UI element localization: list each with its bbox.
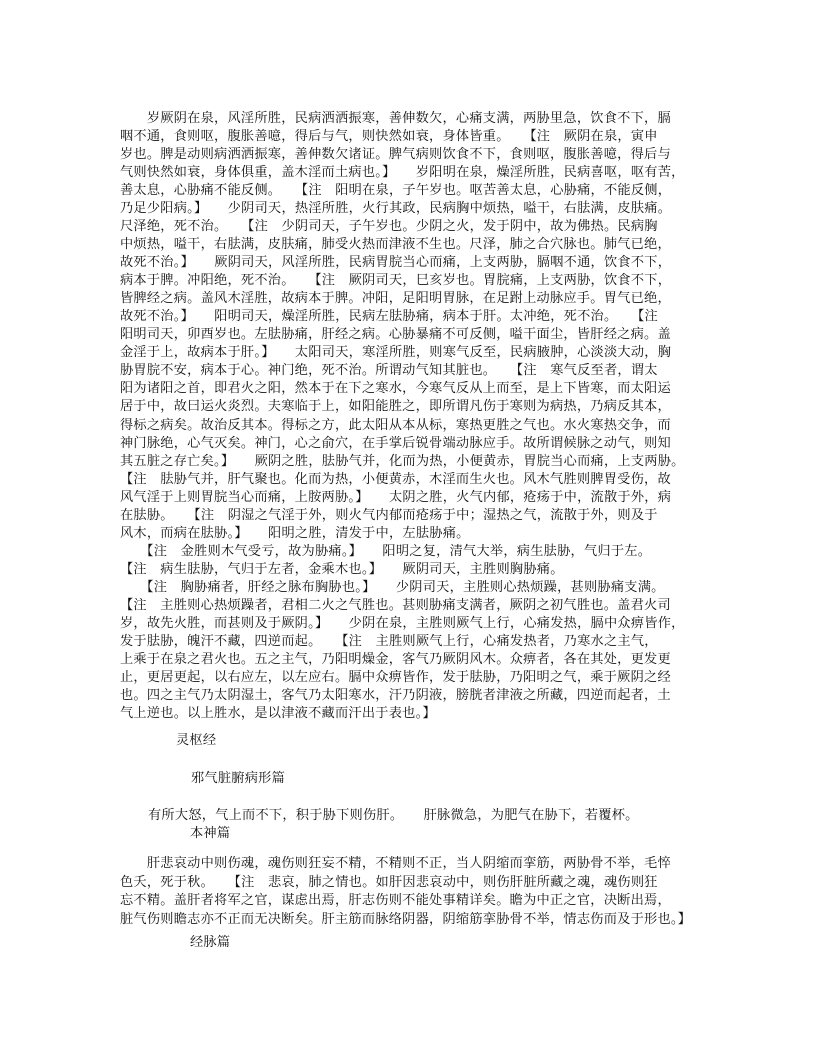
text-line: 上乘于在泉之君火也。五之主气，乃阳明燥金，客气乃厥阴风木。众痹者，各在其处，更发更 [120,651,671,667]
text-line: 肝悲哀动中则伤魂，魂伤则狂妄不精，不精则不正，当人阴缩而挛筋，两胁骨不举，毛悴 [120,856,671,871]
section-heading: 本神篇 [190,826,231,841]
text-line: 阳明司天，卯酉岁也。左胠胁痛，肝经之病。心胁暴痛不可反侧，嗌干面尘，皆肝经之病。盖 [120,327,671,343]
text-line: 风木，而病在胠胁。】 阳明之胜，清发于中，左胠胁痛。 [120,525,470,541]
text-line: 【注 胸胁痛者，肝经之脉布胸胁也。】 少阴司天，主胜则心热烦躁，甚则胁痛支满。 [120,579,665,595]
text-line: 岁也。脾是动则病洒洒振寒，善伸数欠诸证。脾气病则饮食不下，食则呕，腹胀善噫，得后与 [120,147,671,163]
text-line: 金淫于上，故病本于肝。】 太阳司天，寒淫所胜，则寒气反至，民病腋肿，心淡淡大动，胸 [120,345,672,361]
text-line: 尺泽绝，死不治。 【注 少阴司天，子午岁也。少阴之火，发于阴中，故为佛热。民病胸 [120,219,658,235]
text-line: 中烦热，嗌干，右胠满，皮肤痛，肺受火热而津液不生也。尺泽，肺之合穴脉也。肺气已绝， [120,237,671,253]
text-line: 气则快然如衰，身体俱重，盖木淫而土病也。】 岁阳明在泉，燥淫所胜，民病喜呕，呕有苦， [120,165,685,181]
text-line: 止，更居更起，以右应左，以左应右。膈中众痹皆作，发于胠胁，乃阳明之气，乘于厥阴之经 [120,669,671,685]
section-heading: 经脉篇 [190,935,231,950]
text-line: 【注 金胜则木气受亏，故为胁痛。】 阳明之复，清气大举，病生胠胁，气归于左。 [120,543,652,559]
text-line: 善太息，心胁痛不能反侧。 【注 阳明在泉，子午岁也。呕苦善太息，心胁痛，不能反侧， [120,183,672,199]
text-line: 神门脉绝，心气灭矣。神门，心之俞穴，在手掌后锐骨端动脉应手。故所谓候脉之动气，则知 [120,435,671,451]
text-line: 色夭，死于秋。 【注 悲哀，肺之情也。如肝因悲哀动中，则伤肝脏所藏之魂，魂伤则狂 [120,874,658,890]
section-heading: 有所大怒，气上而不下，积于胁下则伤肝。 肝脉微急，为肥气在胁下，若覆杯。 [148,808,639,823]
section-heading: 邪气脏腑病形篇 [191,771,286,786]
text-line: 病本于脾。冲阳绝，死不治。 【注 厥阴司天，巳亥岁也。胃脘痛，上支两胁，饮食不下， [120,273,672,289]
text-line: 故死不治。】 厥阴司天，风淫所胜，民病胃脘当心而痛，上支两胁，膈咽不通，饮食不下， [120,255,672,271]
text-line: 也。四之主气乃太阴湿土，客气乃太阳寒水，汗乃阴液，膀胱者津液之所藏，四逆而起者，土 [120,687,671,703]
text-line: 脏气伤则瞻志亦不正而无决断矣。肝主筋而脉络阴器，阴缩筋挛胁骨不举，情志伤而及于形也。】 [120,911,692,927]
text-line: 故死不治。】 阳明司天，燥淫所胜，民病左胠胁痛，病本于肝。太冲绝，死不治。 【注 [120,309,658,325]
text-line: 【注 主胜则心热烦躁者，君相二火之气胜也。甚则胁痛支满者，厥阴之初气胜也。盖君火司 [120,597,671,613]
text-line: 忘不精。盖肝者将军之官，谋虑出焉，肝志伤则不能处事精详矣。瞻为中正之官，决断出焉， [120,893,671,908]
text-line: 阳为诸阳之首，即君火之阳，然本于在下之寒水，今寒气反从上而至，是上下皆寒，而太阳运 [120,381,671,397]
text-line: 其五脏之存亡矣。】 厥阴之胜，胠胁气并，化而为热，小便黄赤，胃脘当心而痛，上支两胁。 [120,453,685,469]
text-line: 得标之病矣。故治反其本。得标之方，此太阳从本从标，寒热更胜之气也。水火寒热交争，而 [120,417,671,433]
text-line: 气上逆也。以上胜水，是以津液不藏而汗出于表也。】 [120,705,436,721]
section-heading: 灵枢经 [176,733,217,748]
text-line: 发于胠胁，魄汗不藏，四逆而起。 【注 主胜则厥气上行，心痛发热者，乃寒水之主气， [120,633,658,649]
text-line: 在胠胁。 【注 阴湿之气淫于外，则火气内郁而疮疡于中；湿热之气，流散于外，则及于 [120,507,658,523]
text-line: 岁，故先火胜，而甚则及于厥阴。】 少阴在泉，主胜则厥气上行，心痛发热，膈中众痹皆作， [120,615,685,631]
text-line: 咽不通，食则呕，腹胀善噫，得后与气，则快然如衰，身体皆重。 【注 厥阴在泉，寅申 [120,129,658,145]
text-line: 皆脾经之病。盖风木淫胜，故病本于脾。冲阳，足阳明胃脉，在足跗上动脉应手。胃气已绝， [120,291,671,307]
text-line: 胁胃脘不安，病本于心。神门绝，死不治。所谓动气知其脏也。 【注 寒气反至者，谓太 [120,363,658,379]
text-line: 乃足少阳病。】 少阴司天，热淫所胜，火行其政，民病胸中烦热，嗌干，右胠满，皮肤痛。 [120,201,672,217]
text-line: 【注 病生胠胁，气归于左者，金乘木也。】 厥阴司天，主胜则胸胁痛。 [120,561,564,577]
text-line: 岁厥阴在泉，风淫所胜，民病洒洒振寒，善伸数欠，心痛支满，两胁里急，饮食不下，膈 [120,111,671,126]
text-line: 【注 胠胁气并，肝气聚也。化而为热，小便黄赤，木淫而生火也。风木气胜则脾胃受伤，故 [120,471,671,487]
text-line: 居于中，故曰运火炎烈。夫寒临于上，如阳能胜之，即所谓凡伤于寒则为病热，乃病反其本， [120,399,671,415]
text-line: 风气淫于上则胃脘当心而痛，上胺两胁。】 太阴之胜，火气内郁，疮疡于中，流散于外，病 [120,489,672,505]
